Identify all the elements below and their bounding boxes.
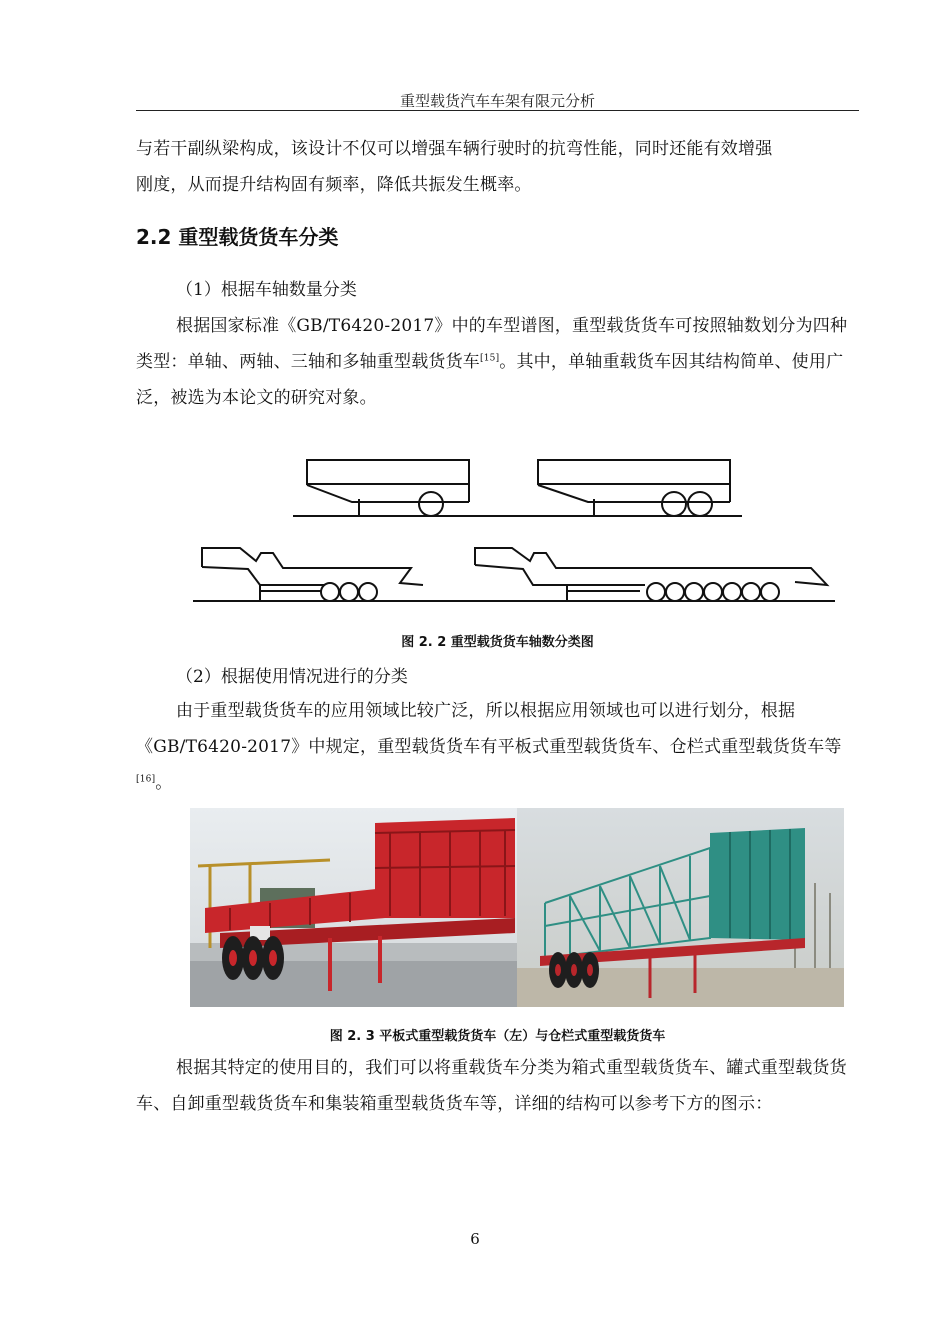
wheel [666, 583, 684, 601]
citation-15: [15] [480, 353, 500, 364]
wheel [704, 583, 722, 601]
page-number: 6 [470, 1230, 480, 1248]
wheel [723, 583, 741, 601]
three-axle-trailer [202, 548, 423, 601]
multi-axle-trailer [475, 548, 827, 601]
wheel [662, 492, 686, 516]
wheel [688, 492, 712, 516]
two-axle-trailer [538, 460, 730, 516]
wheel [647, 583, 665, 601]
flatbed-trailer-photo [190, 808, 517, 1007]
paragraph-usage-classification [136, 693, 859, 801]
single-axle-trailer [307, 460, 469, 516]
wheel [685, 583, 703, 601]
section-heading: 2.2 重型载货货车分类 [136, 225, 339, 249]
paragraph-line: 刚度，从而提升结构固有频率，降低共振发生概率。 [136, 175, 532, 195]
paragraph-line: 与若干副纵梁构成，该设计不仅可以增强车辆行驶时的抗弯性能，同时还能有效增强 [136, 139, 773, 159]
subsection-usage: （2）根据使用情况进行的分类 [176, 667, 408, 687]
paragraph-text: 由于重型载货货车的应用领域比较广泛，所以根据应用领域也可以进行划分，根据《GB/T6420-2017》中规定，重型载货货车有平板式重型载货货车、仓栏式重型载货货车等 [136, 701, 842, 757]
figure-2-3-caption: 图 2. 3 平板式重型载货货车（左）与仓栏式重型载货货车 [329, 1029, 666, 1044]
trailer-photos-figure [190, 808, 844, 1007]
paragraph-continuation [136, 131, 859, 203]
wheel [761, 583, 779, 601]
wheel [419, 492, 443, 516]
paragraph-purpose-classification: 根据其特定的使用目的，我们可以将重载货车分类为箱式重型载货货车、罐式重型载货货车、自卸重型载货货车和集装箱重型载货货车等，详细的结构可以参考下方的图示： [136, 1058, 847, 1114]
wheel [359, 583, 377, 601]
wheel [742, 583, 760, 601]
subsection-axle-count: （1）根据车轴数量分类 [176, 280, 357, 300]
paragraph-text: 根据国家标准《GB/T6420-2017》中的车型谱图，重型载货货车可按照轴数划分为四种类型：单轴、两轴、三轴和多轴重型载货货车 [136, 316, 848, 372]
wheel [321, 583, 339, 601]
header-rule [136, 110, 859, 111]
figure-2-2-caption: 图 2. 2 重型载货货车轴数分类图 [401, 635, 594, 650]
wheel [340, 583, 358, 601]
stake-trailer-photo [517, 808, 844, 1007]
paragraph-text: 。其中，单轴重载货车因其结构简单、使用广泛，被选为本论文的研究对象。 [136, 352, 844, 408]
running-header: 重型载货汽车车架有限元分析 [399, 92, 595, 110]
paragraph-text: 。 [155, 773, 173, 793]
citation-16: [16] [136, 774, 156, 785]
paragraph-axle-classification [136, 308, 859, 416]
axle-classification-figure [190, 455, 840, 610]
